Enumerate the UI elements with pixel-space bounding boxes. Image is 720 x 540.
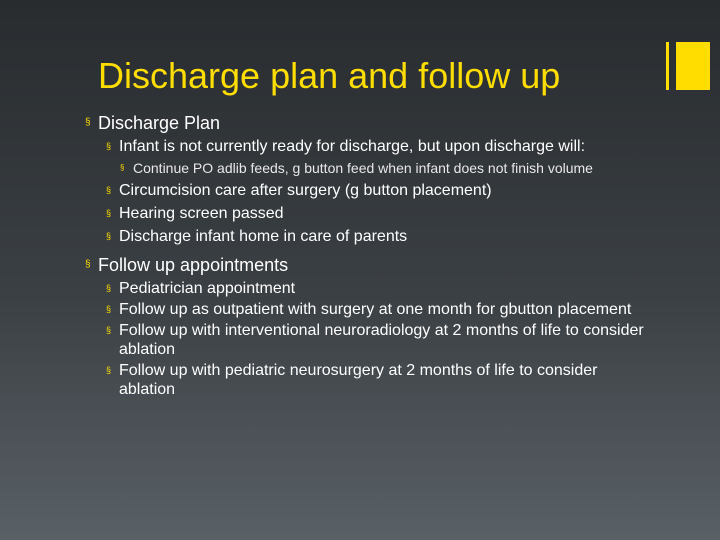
slide-body	[85, 112, 655, 399]
section-heading-follow-up	[85, 254, 655, 276]
accent-bar-thin	[666, 42, 669, 90]
slide-title: Discharge plan and follow up	[98, 55, 561, 96]
list-item	[106, 300, 655, 319]
sub-list-item	[120, 159, 655, 177]
list-item	[106, 137, 655, 156]
list-item-text: Follow up with pediatric neurosurgery at 2 months of life to consider ablation	[119, 362, 598, 398]
list-item-text: Pediatrician appointment	[119, 280, 296, 297]
list-item	[106, 227, 655, 246]
bullet-icon: §	[106, 141, 112, 151]
list-item-text: Discharge infant home in care of parents	[119, 228, 408, 245]
list-item-text: Follow up as outpatient with surgery at one month for gbutton placement	[119, 301, 632, 318]
sub-list-item-text: Continue PO adlib feeds, g button feed when infant does not finish volume	[133, 160, 593, 176]
list-item-text: Follow up with interventional neuroradiology at 2 months of life to consider ablation	[119, 322, 644, 358]
list-item	[106, 204, 655, 223]
section-heading-text: Discharge Plan	[98, 113, 221, 133]
list-item-text: Circumcision care after surgery (g button placement)	[119, 182, 492, 199]
section-heading-text: Follow up appointments	[98, 255, 289, 275]
bullet-icon: §	[106, 304, 112, 314]
list-item	[106, 181, 655, 200]
bullet-icon: §	[120, 163, 125, 172]
list-item	[106, 279, 655, 298]
bullet-icon: §	[106, 208, 112, 218]
bullet-icon: §	[106, 231, 112, 241]
accent-bars-icon	[666, 42, 710, 90]
section-heading-discharge-plan	[85, 112, 655, 134]
bullet-icon: §	[106, 185, 112, 195]
list-item-text: Infant is not currently ready for discharge, but upon discharge will:	[119, 138, 586, 155]
list-item	[106, 321, 655, 359]
bullet-icon: §	[106, 365, 112, 375]
bullet-icon: §	[106, 283, 112, 293]
bullet-icon: §	[106, 325, 112, 335]
list-item	[106, 361, 655, 399]
bullet-icon: §	[85, 259, 91, 270]
bullet-icon: §	[85, 117, 91, 128]
accent-bar-thick	[676, 42, 710, 90]
list-item-text: Hearing screen passed	[119, 205, 284, 222]
